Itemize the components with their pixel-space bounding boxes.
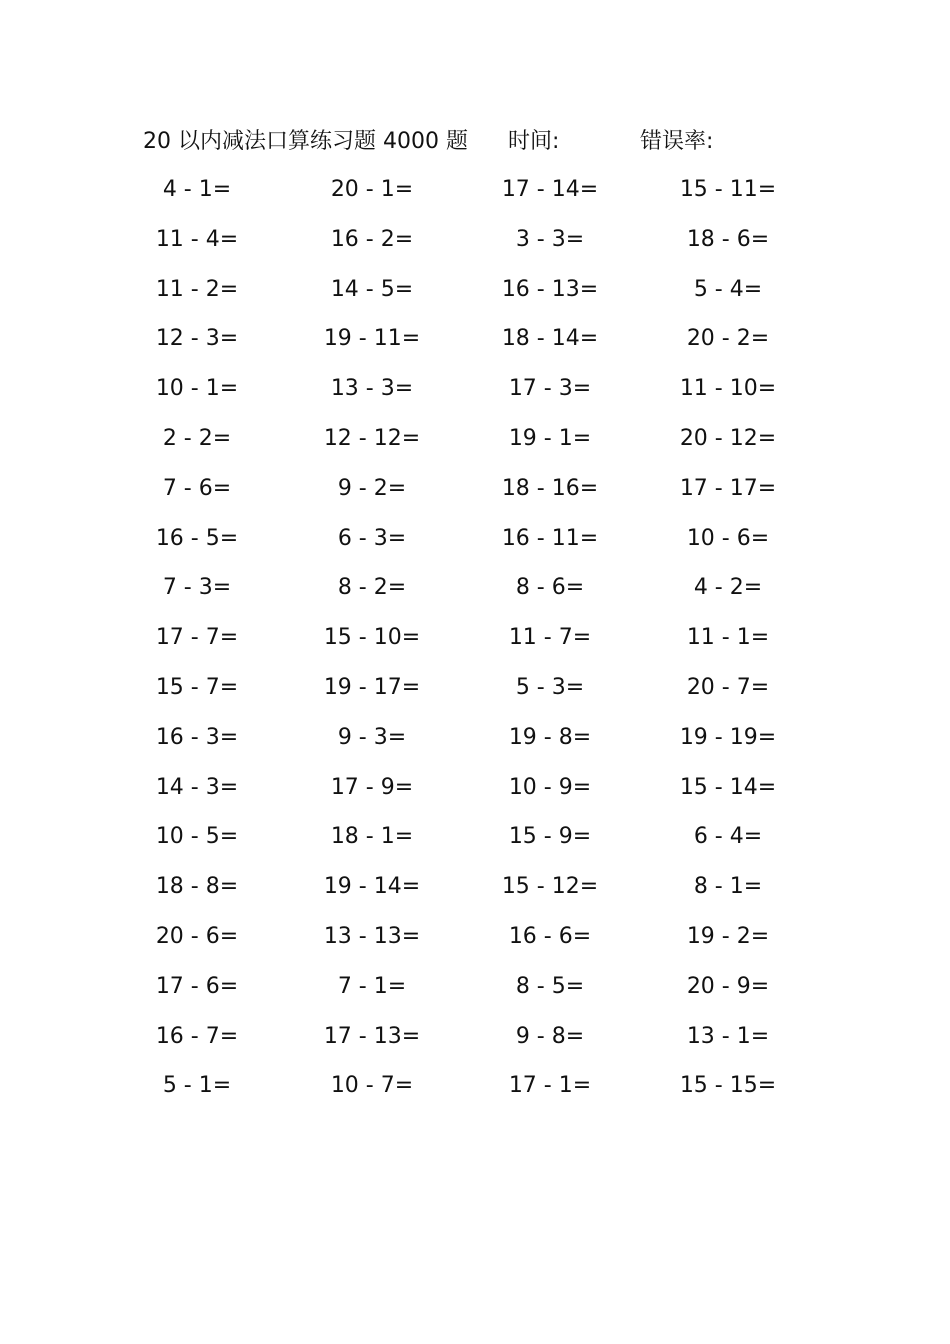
problem-row — [0, 1068, 950, 1118]
problem-item: 20 - 9= — [686, 973, 770, 999]
problem-item: 17 - 14= — [501, 177, 599, 202]
problem-item: 18 - 1= — [330, 824, 414, 850]
problem-row — [0, 471, 950, 521]
problem-item: 17 - 7= — [155, 625, 239, 651]
problem-row — [0, 222, 950, 272]
problem-item: 8 - 2= — [337, 575, 407, 601]
problem-item: 19 - 17= — [323, 674, 421, 700]
problem-item: 17 - 1= — [508, 1073, 592, 1099]
problem-item: 15 - 12= — [501, 874, 599, 900]
problem-item: 20 - 6= — [155, 923, 239, 949]
problem-item: 8 - 6= — [515, 575, 585, 601]
problem-item: 19 - 8= — [508, 724, 592, 750]
problem-item: 12 - 3= — [155, 326, 239, 352]
problem-item: 17 - 3= — [508, 376, 592, 402]
problem-item: 14 - 3= — [155, 774, 239, 800]
problem-row — [0, 1019, 950, 1069]
problem-grid — [0, 172, 950, 1118]
problem-item: 17 - 13= — [323, 1023, 421, 1049]
problem-row — [0, 620, 950, 670]
problem-item: 11 - 1= — [686, 625, 770, 651]
problem-item: 16 - 13= — [501, 276, 599, 302]
problem-item: 19 - 2= — [686, 923, 770, 949]
problem-item: 13 - 13= — [323, 923, 421, 949]
problem-row — [0, 321, 950, 371]
problem-item: 16 - 7= — [155, 1023, 239, 1049]
problem-item: 9 - 2= — [337, 475, 407, 501]
problem-item: 11 - 7= — [508, 625, 592, 651]
problem-item: 16 - 6= — [508, 923, 592, 949]
problem-item: 8 - 1= — [693, 874, 763, 900]
problem-item: 10 - 5= — [155, 824, 239, 850]
problem-item: 6 - 3= — [337, 525, 407, 551]
problem-item: 12 - 12= — [323, 425, 421, 451]
problem-item: 10 - 7= — [330, 1073, 414, 1099]
problem-item: 10 - 1= — [155, 376, 239, 402]
problem-item: 10 - 9= — [508, 774, 592, 800]
problem-row — [0, 770, 950, 820]
problem-row — [0, 272, 950, 322]
problem-item: 20 - 1= — [330, 177, 414, 202]
problem-item: 8 - 5= — [515, 973, 585, 999]
problem-item: 11 - 10= — [679, 376, 777, 402]
time-label: 时间: — [508, 129, 560, 154]
problem-item: 17 - 9= — [330, 774, 414, 800]
problem-item: 9 - 3= — [337, 724, 407, 750]
problem-item: 16 - 3= — [155, 724, 239, 750]
problem-item: 5 - 1= — [162, 1073, 232, 1099]
problem-item: 20 - 7= — [686, 674, 770, 700]
problem-item: 7 - 1= — [337, 973, 407, 999]
problem-item: 16 - 11= — [501, 525, 599, 551]
problem-item: 19 - 11= — [323, 326, 421, 352]
problem-item: 18 - 6= — [686, 226, 770, 252]
worksheet-title: 20 以内减法口算练习题 4000 题 — [143, 129, 468, 154]
problem-item: 15 - 10= — [323, 625, 421, 651]
problem-item: 18 - 8= — [155, 874, 239, 900]
problem-item: 13 - 3= — [330, 376, 414, 402]
problem-item: 19 - 1= — [508, 425, 592, 451]
problem-item: 6 - 4= — [693, 824, 763, 850]
problem-item: 19 - 19= — [679, 724, 777, 750]
problem-item: 13 - 1= — [686, 1023, 770, 1049]
problem-row — [0, 421, 950, 471]
problem-item: 5 - 4= — [693, 276, 763, 302]
problem-item: 18 - 14= — [501, 326, 599, 352]
problem-item: 15 - 7= — [155, 674, 239, 700]
problem-item: 17 - 6= — [155, 973, 239, 999]
problem-item: 16 - 2= — [330, 226, 414, 252]
problem-item: 17 - 17= — [679, 475, 777, 501]
problem-item: 20 - 2= — [686, 326, 770, 352]
problem-item: 16 - 5= — [155, 525, 239, 551]
problem-item: 18 - 16= — [501, 475, 599, 501]
problem-item: 4 - 1= — [162, 177, 232, 202]
problem-item: 10 - 6= — [686, 525, 770, 551]
problem-item: 2 - 2= — [162, 425, 232, 451]
problem-row — [0, 570, 950, 620]
problem-item: 9 - 8= — [515, 1023, 585, 1049]
problem-item: 7 - 6= — [162, 475, 232, 501]
problem-item: 14 - 5= — [330, 276, 414, 302]
problem-row — [0, 720, 950, 770]
problem-row — [0, 670, 950, 720]
problem-item: 11 - 4= — [155, 226, 239, 252]
problem-item: 15 - 9= — [508, 824, 592, 850]
problem-item: 20 - 12= — [679, 425, 777, 451]
problem-row — [0, 819, 950, 869]
problem-item: 15 - 11= — [679, 177, 777, 202]
problem-row — [0, 969, 950, 1019]
problem-row — [0, 521, 950, 571]
problem-item: 3 - 3= — [515, 226, 585, 252]
problem-item: 5 - 3= — [515, 674, 585, 700]
problem-item: 7 - 3= — [162, 575, 232, 601]
problem-item: 19 - 14= — [323, 874, 421, 900]
problem-row — [0, 172, 950, 222]
problem-row — [0, 919, 950, 969]
problem-row — [0, 869, 950, 919]
problem-item: 15 - 14= — [679, 774, 777, 800]
problem-item: 4 - 2= — [693, 575, 763, 601]
problem-item: 11 - 2= — [155, 276, 239, 302]
error-rate-label: 错误率: — [640, 129, 714, 154]
worksheet-header — [0, 124, 950, 160]
problem-item: 15 - 15= — [679, 1073, 777, 1099]
problem-row — [0, 371, 950, 421]
